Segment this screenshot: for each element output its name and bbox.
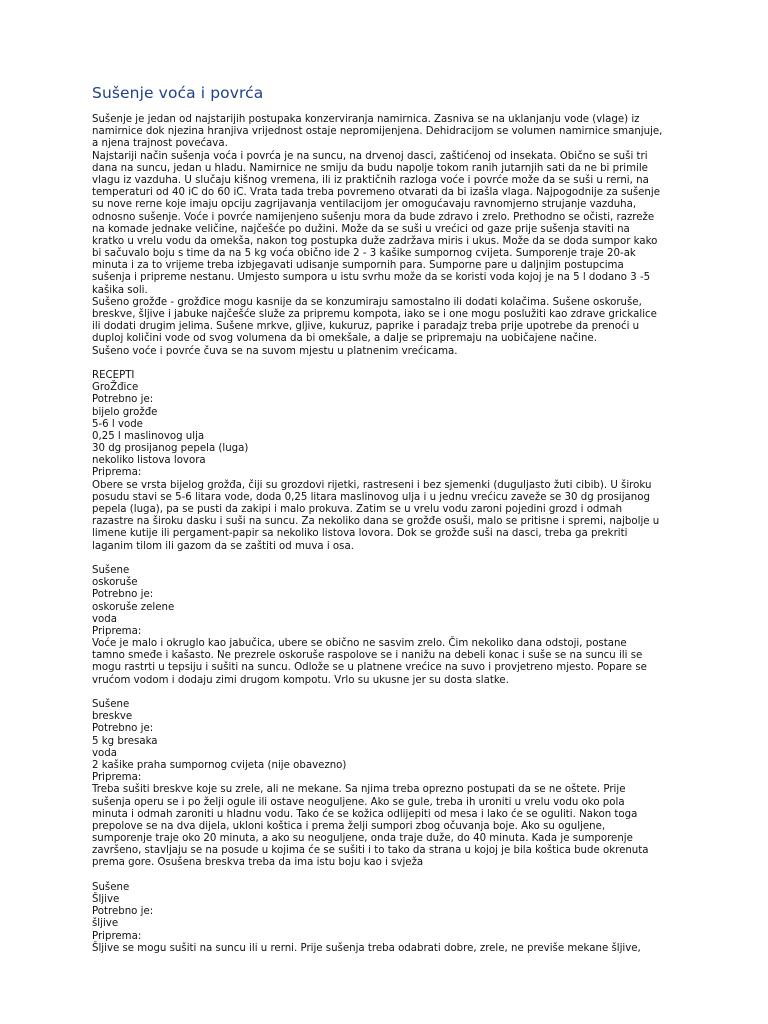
text-line: tamno smeđe i kašasto. Ne prezrele oskoruše raspolove se i nanižu na debeli konac i suše se na suncu ili se (92, 650, 643, 662)
text-line: Sušene (92, 564, 130, 576)
text-line: kašika soli. (92, 284, 148, 296)
text-line: bi sačuvalo boju s time da na 5 kg voća obično ide 2 - 3 kašike sumpornog cvijeta. Sumporenje traje 20-ak (92, 248, 636, 260)
text-line: prema gore. Osušena breskva treba da ima istu boju kao i svježa (92, 857, 424, 869)
text-line: 0,25 l maslinovog ulja (92, 430, 205, 442)
text-line: Šljive (92, 894, 120, 905)
document-content (92, 84, 680, 955)
text-line: nekoliko listova lovora (92, 455, 206, 467)
text-line: minuta i odmah zaroniti u hladnu vodu. Tako će se kožica odlijepiti od mesa i lako će se oguliti. Nakon toga (92, 808, 638, 820)
text-line: sumporenje traje oko 20 minuta, a ako su neoguljene, onda traje duže, do 40 minuta. Kada je sumporenje (92, 833, 633, 845)
text-line: laganim tilom ili gazom da se zaštiti od muva i osa. (92, 540, 354, 552)
text-line: 2 kašike praha sumpornog cvijeta (nije obavezno) (92, 759, 347, 771)
text-line: vlagu iz vazduha. U slučaju kišnog vremena, ili iz praktičnih razloga voće i povrće može da se suši u rerni, na (92, 174, 649, 186)
text-line: Sušenje je jedan od najstarijih postupaka konzerviranja namirnica. Zasniva se na uklanjanju vode (vlage) iz (92, 114, 640, 125)
paragraph-gap (92, 553, 680, 565)
text-line: Sušeno grožđe - grožđice mogu kasnije da se konzumiraju samostalno ili dodati kolačima. Sušene oskoruše, (92, 296, 642, 308)
text-line: GroŽđice (92, 382, 139, 394)
text-line: prepolove se na dva dijela, ukloni koštica i prema želji sumpori zbog očuvanja boje. Ako su oguljene, (92, 820, 606, 832)
text-line: Sušeno voće i povrće čuva se na suvom mjestu u platnenim vrećicama. (92, 345, 458, 357)
text-line: su nove rerne koje imaju opciju zagrijavanja ventilacijom jer omogućavaju ravnomjerno strujanje vazduha, (92, 199, 637, 211)
text-line: voda (92, 747, 117, 759)
text-line: Potrebno je: (92, 394, 154, 406)
text-line: posudu stavi se 5-6 litara vode, doda 0,25 litara maslinovog ulja i u jednu vrećicu zaveže se 30 dg prosijanog (92, 491, 650, 503)
text-line: Priprema: (92, 930, 142, 942)
text-line: dana na suncu, jedan u hladu. Namirnice ne smiju da budu napolje tokom ranih jutarnjih sati da ne bi primile (92, 162, 648, 174)
text-line: Sušene (92, 699, 130, 710)
text-line: Priprema: (92, 772, 142, 784)
text-line: Najstariji način sušenja voća i povrća je na suncu, na drvenoj dasci, zaštićenoj od insekata. Obično se suši tri (92, 150, 648, 162)
text-line: Priprema: (92, 625, 142, 637)
text-line: Potrebno je: (92, 723, 154, 735)
paragraph-gap (92, 870, 680, 882)
text-line: Priprema: (92, 467, 142, 479)
text-line: oskoruše zelene (92, 601, 175, 613)
text-line: Obere se vrsta bijelog grožđa, čiji su grozdovi rijetki, rastreseni i bez sjemenki (duguljasto žuti cibib). U široku (92, 479, 652, 491)
text-line: RECEPTI (92, 369, 135, 381)
text-line: Treba sušiti breskve koje su zrele, ali ne mekane. Sa njima treba oprezno postupati da se ne oštete. Prije (92, 784, 626, 796)
text-line: limene kutije ili pergament-papir sa nekoliko listova lovora. Dok se grožđe suši na dasci, treba ga prekriti (92, 528, 628, 540)
text-line: na komade jednake veličine, najčešće po dužini. Može da se suši u vrećici od gaze prije sušenja staviti na (92, 223, 630, 235)
text-line: 30 dg prosijanog pepela (luga) (92, 443, 249, 455)
text-line: Šljive se mogu sušiti na suncu ili u rerni. Prije sušenja treba odabrati dobre, zrele, ne previše mekane šljive, (92, 942, 641, 954)
text-line: ili dodati drugim jelima. Sušene mrkve, gljive, kukuruz, paprike i paradajz treba prije upotrebe da prenoći u (92, 321, 640, 333)
document-title: Sušenje voća i povrća (92, 84, 264, 102)
paragraph-gap (92, 358, 680, 370)
text-line: voda (92, 613, 117, 625)
text-line: bijelo grožđe (92, 406, 158, 418)
text-line: pepela (luga), pa se pusti da zakipi i malo prokuva. Zatim se u vrelu vodu zaroni pojedini grozd i odmah (92, 504, 623, 515)
text-line: odnosno sušenje. Voće i povrće namijenjeno sušenju mora da bude zdravo i zrelo. Prethodno se očisti, razreže (92, 211, 655, 223)
text-line: šljive (92, 918, 119, 930)
text-line: oskoruše (92, 577, 138, 589)
text-line: mogu rastrti u tepsiju i sušiti na suncu. Odlože se u platnene vrećice na suvo i provjetreno mjesto. Popare se (92, 662, 647, 674)
text-line: Voće je malo i okruglo kao jabučica, ubere se obično ne sasvim zrelo. Čim nekoliko dana odstoji, postane (92, 638, 627, 650)
document-body (92, 114, 680, 955)
text-line: kratko u vrelu vodu da omekša, nakon tog postupka duže zadržava miris i ukus. Može da se doda sumpor kako (92, 235, 658, 247)
paragraph-gap (92, 687, 680, 699)
text-line: duploj količini vode od svog volumena da bi omekšale, a dalje se pripremaju na uobičajene načine. (92, 333, 597, 345)
text-line: 5-6 l vode (92, 418, 143, 430)
text-line: Potrebno je: (92, 906, 154, 918)
text-line: 5 kg bresaka (92, 735, 158, 747)
text-line: Potrebno je: (92, 589, 154, 601)
text-line: a njena trajnost povećava. (92, 138, 228, 150)
text-line: vrućom vodom i dodaju zimi drugom kompotu. Vrlo su ukusne jer su dosta slatke. (92, 674, 509, 686)
text-line: temperaturi od 40 iC do 60 iC. Vrata tada treba povremeno otvarati da bi izašla vlaga. Najpogodnije za sušenje (92, 187, 660, 199)
text-line: breskve (92, 711, 133, 723)
text-line: sušenja operu se i po želji ogule ili ostave neoguljene. Ako se gule, treba ih uroniti u vrelu vodu oko pola (92, 796, 625, 808)
text-line: minuta i za to vrijeme treba izbjegavati udisanje sumpornih para. Sumporne pare u daljnjim postupcima (92, 260, 624, 272)
text-line: namirnice dok njezina hranjiva vrijednost ostaje nepromijenjena. Dehidracijom se volumen namirnice smanjuje, (92, 126, 663, 138)
text-line: breskve, šljive i jabuke najčešće služe za pripremu kompota, iako se i one mogu poslužiti kao zdrave grickalice (92, 309, 657, 320)
text-line: sušenja i pripreme nestanu. Umjesto sumpora u istu svrhu može da se koristi voda kojoj je na 5 l dodano 3 -5 (92, 272, 651, 284)
text-line: razastre na široku dasku i suši na suncu. Za nekoliko dana se grožđe osuši, malo se pritisne i spremi, najbolje u (92, 516, 660, 528)
text-line: završeno, stavljaju se na posude u kojima će se sušiti i to tako da strana u kojoj je bila koštica bude okrenuta (92, 845, 649, 857)
text-line: Sušene (92, 881, 130, 893)
